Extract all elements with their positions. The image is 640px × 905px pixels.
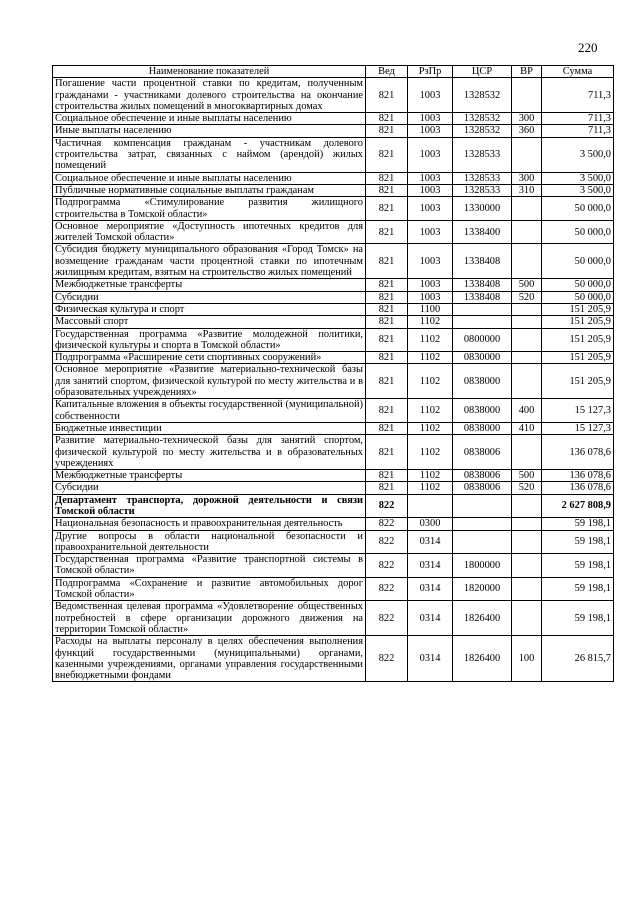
row-name: Межбюджетные трансферты <box>53 470 366 482</box>
row-csr: 1338408 <box>453 244 512 279</box>
row-rzpr: 1003 <box>408 291 453 303</box>
row-name: Другие вопросы в области национальной безопасности и правоохранительной деятельности <box>53 530 366 554</box>
row-ved: 821 <box>366 244 408 279</box>
row-rzpr: 1003 <box>408 172 453 184</box>
table-row <box>53 399 614 423</box>
row-csr: 0800000 <box>453 328 512 352</box>
row-csr: 1328532 <box>453 125 512 137</box>
table-row <box>53 577 614 601</box>
row-csr: 0838000 <box>453 422 512 434</box>
row-rzpr: 1102 <box>408 470 453 482</box>
row-ved: 821 <box>366 435 408 470</box>
row-sum: 136 078,6 <box>542 470 614 482</box>
row-csr <box>453 303 512 315</box>
row-sum: 711,3 <box>542 113 614 125</box>
row-name: Погашение части процентной ставки по кредитам, полученным гражданами - участниками долевого строительства на окончание строительства жилых помещений в многоквартирных домах <box>53 78 366 113</box>
row-ved: 821 <box>366 279 408 291</box>
row-sum: 50 000,0 <box>542 291 614 303</box>
row-csr: 1328532 <box>453 113 512 125</box>
row-vr <box>512 328 542 352</box>
table-row <box>53 636 614 682</box>
row-csr <box>453 530 512 554</box>
row-csr <box>453 494 512 518</box>
row-ved: 821 <box>366 291 408 303</box>
row-csr: 1328533 <box>453 137 512 172</box>
column-header-rzpr: РзПр <box>408 66 453 78</box>
row-csr: 0830000 <box>453 352 512 364</box>
row-sum: 711,3 <box>542 125 614 137</box>
column-header-sum: Сумма <box>542 66 614 78</box>
row-sum: 151 205,9 <box>542 352 614 364</box>
row-ved: 821 <box>366 352 408 364</box>
row-rzpr: 1003 <box>408 184 453 196</box>
row-vr: 500 <box>512 279 542 291</box>
row-csr: 1800000 <box>453 554 512 578</box>
table-row <box>53 184 614 196</box>
table-row <box>53 422 614 434</box>
table-row <box>53 291 614 303</box>
row-vr: 300 <box>512 113 542 125</box>
row-name: Государственная программа «Развитие транспортной системы в Томской области» <box>53 554 366 578</box>
row-csr: 1826400 <box>453 601 512 636</box>
table-row <box>53 220 614 244</box>
row-sum: 59 198,1 <box>542 601 614 636</box>
row-csr: 1338408 <box>453 279 512 291</box>
row-sum: 151 205,9 <box>542 328 614 352</box>
table-row <box>53 482 614 494</box>
row-csr: 1338400 <box>453 220 512 244</box>
row-vr: 400 <box>512 399 542 423</box>
row-name: Субсидии <box>53 291 366 303</box>
table-row <box>53 303 614 315</box>
row-vr: 410 <box>512 422 542 434</box>
row-name: Иные выплаты населению <box>53 125 366 137</box>
row-name: Департамент транспорта, дорожной деятельности и связи Томской области <box>53 494 366 518</box>
row-vr: 100 <box>512 636 542 682</box>
row-ved: 821 <box>366 364 408 399</box>
row-csr: 1328533 <box>453 172 512 184</box>
row-rzpr: 1003 <box>408 137 453 172</box>
row-ved: 821 <box>366 482 408 494</box>
table-row <box>53 470 614 482</box>
row-rzpr: 1003 <box>408 279 453 291</box>
row-sum: 15 127,3 <box>542 422 614 434</box>
table-row <box>53 78 614 113</box>
row-name: Субсидии <box>53 482 366 494</box>
row-rzpr: 1100 <box>408 303 453 315</box>
table-row <box>53 554 614 578</box>
row-rzpr: 0300 <box>408 518 453 530</box>
row-sum: 15 127,3 <box>542 399 614 423</box>
table-row <box>53 137 614 172</box>
row-name: Основное мероприятие «Доступность ипотечных кредитов для жителей Томской области» <box>53 220 366 244</box>
table-row <box>53 197 614 221</box>
row-rzpr: 1102 <box>408 328 453 352</box>
row-csr: 0838006 <box>453 435 512 470</box>
row-vr: 500 <box>512 470 542 482</box>
table-row <box>53 435 614 470</box>
row-rzpr: 1102 <box>408 316 453 328</box>
table-row <box>53 172 614 184</box>
column-header-name: Наименование показателей <box>53 66 366 78</box>
row-name: Бюджетные инвестиции <box>53 422 366 434</box>
table-row <box>53 601 614 636</box>
row-sum: 50 000,0 <box>542 220 614 244</box>
row-name: Ведомственная целевая программа «Удовлетворение общественных потребностей в сфере организации дорожного движения на территории Томской области» <box>53 601 366 636</box>
row-rzpr: 1003 <box>408 125 453 137</box>
row-rzpr <box>408 494 453 518</box>
row-vr: 520 <box>512 291 542 303</box>
row-vr <box>512 137 542 172</box>
row-rzpr: 1102 <box>408 422 453 434</box>
row-vr <box>512 303 542 315</box>
row-ved: 821 <box>366 172 408 184</box>
row-sum: 50 000,0 <box>542 244 614 279</box>
row-csr: 1330000 <box>453 197 512 221</box>
row-sum: 50 000,0 <box>542 197 614 221</box>
row-sum: 711,3 <box>542 78 614 113</box>
row-ved: 822 <box>366 554 408 578</box>
row-rzpr: 1003 <box>408 220 453 244</box>
row-ved: 821 <box>366 125 408 137</box>
row-ved: 821 <box>366 184 408 196</box>
row-sum: 26 815,7 <box>542 636 614 682</box>
row-name: Социальное обеспечение и иные выплаты населению <box>53 113 366 125</box>
row-ved: 822 <box>366 518 408 530</box>
row-vr: 310 <box>512 184 542 196</box>
row-ved: 821 <box>366 399 408 423</box>
row-ved: 821 <box>366 78 408 113</box>
row-vr <box>512 601 542 636</box>
row-name: Развитие материально-технической базы для занятий спортом, физической культурой по месту жительства и в образовательных учреждениях <box>53 435 366 470</box>
row-csr: 1338408 <box>453 291 512 303</box>
row-vr: 300 <box>512 172 542 184</box>
row-rzpr: 1003 <box>408 244 453 279</box>
row-vr <box>512 554 542 578</box>
row-ved: 822 <box>366 601 408 636</box>
row-sum: 136 078,6 <box>542 435 614 470</box>
row-csr: 0838000 <box>453 399 512 423</box>
row-rzpr: 1102 <box>408 399 453 423</box>
row-sum: 59 198,1 <box>542 518 614 530</box>
row-ved: 821 <box>366 422 408 434</box>
page-number: 220 <box>578 40 598 55</box>
row-name: Основное мероприятие «Развитие материально-технической базы для занятий спортом, физической культурой по месту жительства и в образовательных учреждениях» <box>53 364 366 399</box>
row-name: Подпрограмма «Стимулирование развития жилищного строительства в Томской области» <box>53 197 366 221</box>
row-vr <box>512 78 542 113</box>
row-ved: 822 <box>366 494 408 518</box>
row-name: Массовый спорт <box>53 316 366 328</box>
row-name: Межбюджетные трансферты <box>53 279 366 291</box>
row-ved: 821 <box>366 113 408 125</box>
row-name: Социальное обеспечение и иные выплаты населению <box>53 172 366 184</box>
row-csr: 1328532 <box>453 78 512 113</box>
row-sum: 3 500,0 <box>542 172 614 184</box>
column-header-csr: ЦСР <box>453 66 512 78</box>
table-row <box>53 113 614 125</box>
budget-table <box>52 65 614 682</box>
column-header-ved: Вед <box>366 66 408 78</box>
row-sum: 151 205,9 <box>542 316 614 328</box>
table-row <box>53 364 614 399</box>
row-sum: 3 500,0 <box>542 137 614 172</box>
row-name: Физическая культура и спорт <box>53 303 366 315</box>
row-name: Субсидия бюджету муниципального образования «Город Томск» на возмещение гражданам части процентной ставки по ипотечным жилищным кредитам, взятым на строительство жилых помещений <box>53 244 366 279</box>
row-vr: 520 <box>512 482 542 494</box>
row-name: Капитальные вложения в объекты государственной (муниципальной) собственности <box>53 399 366 423</box>
table-row <box>53 316 614 328</box>
row-rzpr: 0314 <box>408 530 453 554</box>
row-name: Расходы на выплаты персоналу в целях обеспечения выполнения функций государственными (муниципальными) органами, казенными учреждениями, органами управления государственными внебюджетными фондами <box>53 636 366 682</box>
row-vr <box>512 220 542 244</box>
row-rzpr: 1102 <box>408 364 453 399</box>
table-row <box>53 494 614 518</box>
row-vr <box>512 494 542 518</box>
table-row <box>53 125 614 137</box>
table-row <box>53 279 614 291</box>
row-rzpr: 1102 <box>408 435 453 470</box>
row-sum: 50 000,0 <box>542 279 614 291</box>
row-vr <box>512 577 542 601</box>
row-ved: 822 <box>366 530 408 554</box>
row-rzpr: 1003 <box>408 197 453 221</box>
row-sum: 3 500,0 <box>542 184 614 196</box>
row-name: Государственная программа «Развитие молодежной политики, физической культуры и спорта в Томской области» <box>53 328 366 352</box>
row-name: Публичные нормативные социальные выплаты гражданам <box>53 184 366 196</box>
column-header-vr: ВР <box>512 66 542 78</box>
row-rzpr: 0314 <box>408 601 453 636</box>
row-ved: 821 <box>366 316 408 328</box>
row-ved: 821 <box>366 303 408 315</box>
table-header-row <box>53 66 614 78</box>
row-csr <box>453 316 512 328</box>
table-row <box>53 244 614 279</box>
row-csr: 1328533 <box>453 184 512 196</box>
row-csr: 0838006 <box>453 482 512 494</box>
row-rzpr: 1003 <box>408 78 453 113</box>
row-vr <box>512 352 542 364</box>
table-row <box>53 518 614 530</box>
row-ved: 822 <box>366 577 408 601</box>
row-name: Подпрограмма «Расширение сети спортивных сооружений» <box>53 352 366 364</box>
row-vr <box>512 364 542 399</box>
row-csr <box>453 518 512 530</box>
row-ved: 822 <box>366 636 408 682</box>
row-csr: 1820000 <box>453 577 512 601</box>
row-ved: 821 <box>366 470 408 482</box>
row-name: Частичная компенсация гражданам - участникам долевого строительства затрат, связанных с наймом (арендой) жилых помещений <box>53 137 366 172</box>
row-vr <box>512 435 542 470</box>
row-vr <box>512 530 542 554</box>
row-csr: 0838006 <box>453 470 512 482</box>
row-csr: 0838000 <box>453 364 512 399</box>
row-rzpr: 1102 <box>408 352 453 364</box>
row-rzpr: 0314 <box>408 577 453 601</box>
row-sum: 151 205,9 <box>542 364 614 399</box>
row-vr <box>512 518 542 530</box>
row-sum: 59 198,1 <box>542 554 614 578</box>
row-ved: 821 <box>366 220 408 244</box>
row-vr <box>512 244 542 279</box>
row-rzpr: 1102 <box>408 482 453 494</box>
row-vr <box>512 316 542 328</box>
row-sum: 151 205,9 <box>542 303 614 315</box>
row-sum: 59 198,1 <box>542 577 614 601</box>
row-sum: 136 078,6 <box>542 482 614 494</box>
table-row <box>53 530 614 554</box>
row-rzpr: 1003 <box>408 113 453 125</box>
row-rzpr: 0314 <box>408 636 453 682</box>
row-ved: 821 <box>366 328 408 352</box>
row-sum: 2 627 808,9 <box>542 494 614 518</box>
row-name: Подпрограмма «Сохранение и развитие автомобильных дорог Томской области» <box>53 577 366 601</box>
row-csr: 1826400 <box>453 636 512 682</box>
row-sum: 59 198,1 <box>542 530 614 554</box>
row-ved: 821 <box>366 197 408 221</box>
table-row <box>53 328 614 352</box>
row-ved: 821 <box>366 137 408 172</box>
table-row <box>53 352 614 364</box>
row-name: Национальная безопасность и правоохранительная деятельность <box>53 518 366 530</box>
row-rzpr: 0314 <box>408 554 453 578</box>
row-vr <box>512 197 542 221</box>
row-vr: 360 <box>512 125 542 137</box>
